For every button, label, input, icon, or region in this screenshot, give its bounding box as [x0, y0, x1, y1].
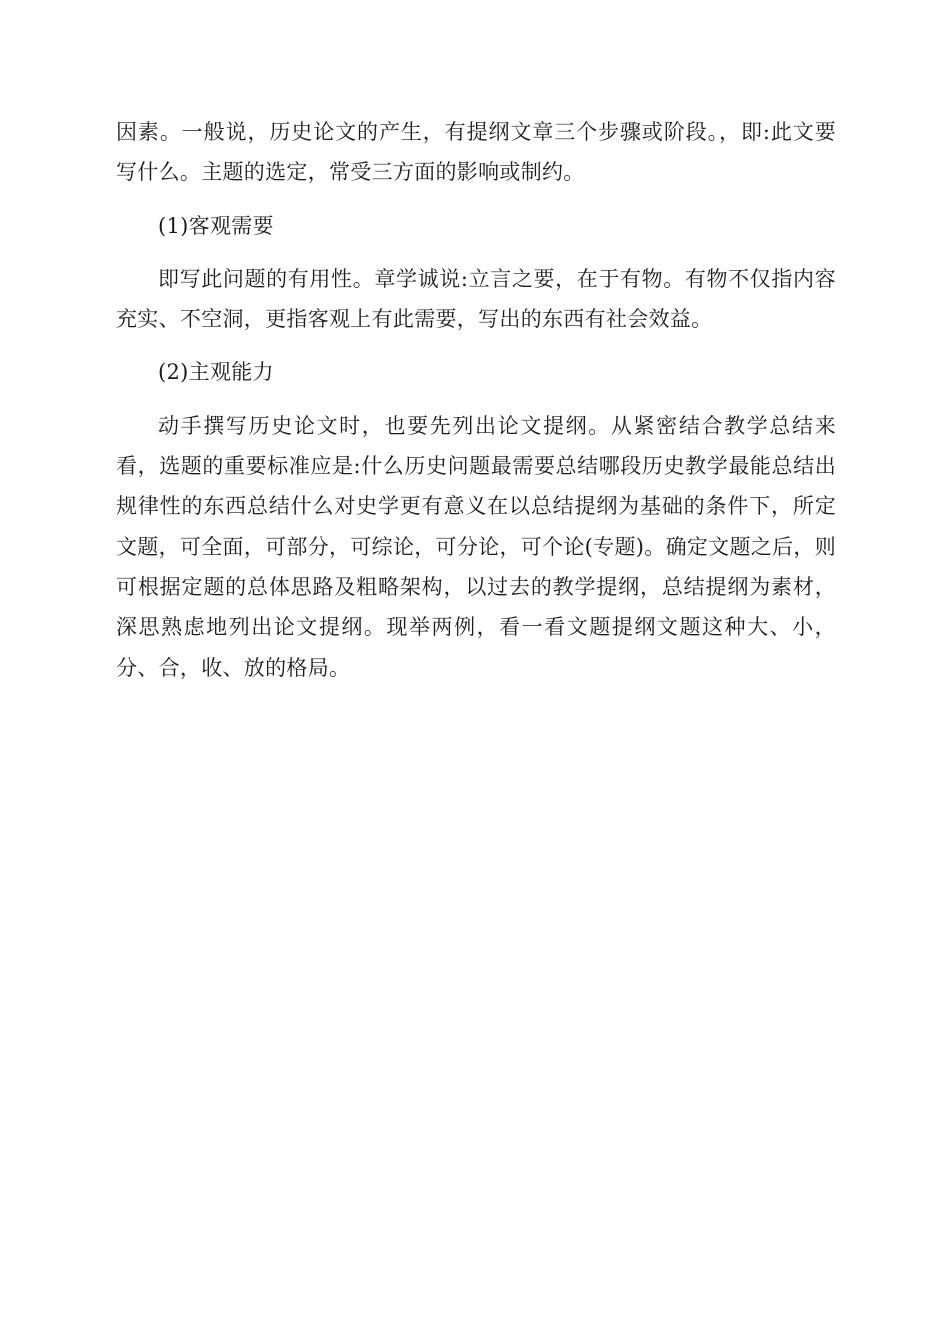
heading-subjective-ability: (2)主观能力	[158, 360, 274, 385]
paragraph-objective-need: 即写此问题的有用性。章学诚说:立言之要，在于有物。有物不仅指内容充实、不空洞，更指客观上有此需要，写出的东西有社会效益。	[116, 266, 836, 332]
heading-objective-need: (1)客观需要	[158, 213, 274, 238]
paragraph-intro: 因素。一般说，历史论文的产生，有提纲文章三个步骤或阶段。，即:此文要写什么。主题的选定，常受三方面的影响或制约。	[116, 120, 836, 185]
paragraph-subjective-ability: 动手撰写历史论文时，也要先列出论文提纲。从紧密结合教学总结来看，选题的重要标准应是:什么历史问题最需要总结哪段历史教学最能总结出规律性的东西总结什么对史学更有意义在以总结提纲为基础的条件下，所定文题，可全面，可部分，可综论，可分论，可个论(专题)。确定文题之后，则可根据定题的总体思路及粗略架构，以过去的教学提纲，总结提纲为素材，深思熟虑地列出论文提纲。现举两例，看一看文题提纲文题这种大、小，分、合，收、放的格局。	[116, 413, 836, 680]
document-page	[116, 112, 836, 688]
